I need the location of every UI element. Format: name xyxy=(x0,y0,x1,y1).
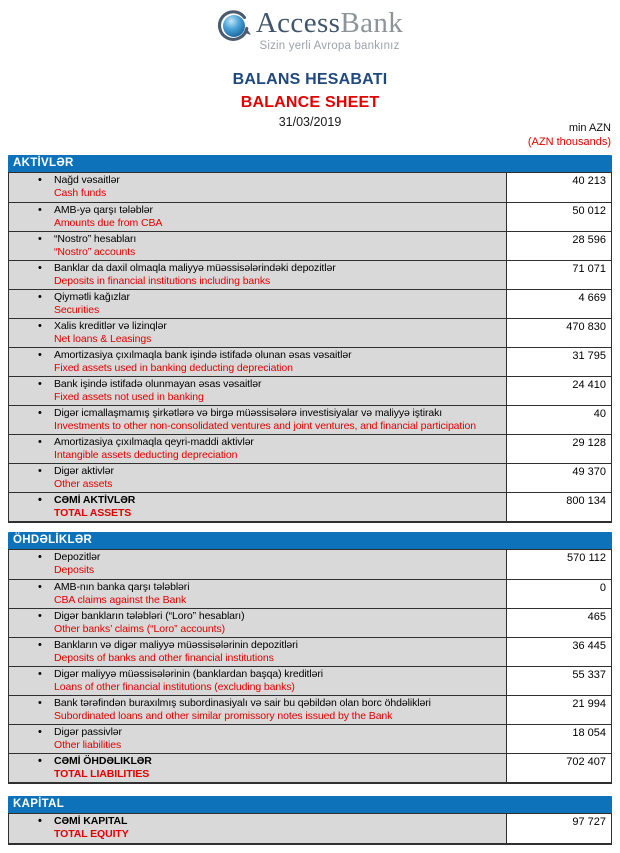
unit-label-en: (AZN thousands) xyxy=(527,136,611,148)
balance-row xyxy=(9,753,611,782)
bullet-icon: • xyxy=(38,610,42,622)
brand-block xyxy=(256,8,403,53)
item-label-az: Digər maliyyə müəssisələrinin (banklardan başqa) kreditləri xyxy=(54,668,323,680)
item-label-cell xyxy=(9,377,506,405)
item-label-az: Amortizasiya çıxılmaqla bank işində istifadə olunan əsas vəsaitlər xyxy=(54,349,352,361)
item-label-en: Deposits of banks and other financial institutions xyxy=(54,652,274,664)
globe-swirl-icon xyxy=(217,9,251,45)
item-label-en: Investments to other non-consolidated ventures and joint ventures, and financial participation xyxy=(54,420,476,432)
item-label-cell xyxy=(9,435,506,463)
section-title-equity: KAPİTAL xyxy=(8,796,612,813)
item-label-en: TOTAL LIABILITIES xyxy=(54,768,150,780)
bullet-icon: • xyxy=(38,349,42,361)
item-label-cell xyxy=(9,493,506,521)
item-label-az: CƏMİ AKTİVLƏR xyxy=(54,494,136,506)
item-label-cell xyxy=(9,232,506,260)
item-label-cell xyxy=(9,725,506,753)
item-value: 4 669 xyxy=(506,290,611,318)
item-label-az: Digər passivlər xyxy=(54,726,122,738)
item-label-cell xyxy=(9,261,506,289)
section-rows-equity xyxy=(8,813,612,845)
balance-row xyxy=(9,347,611,376)
item-label-en: CBA claims against the Bank xyxy=(54,594,187,606)
item-label-cell xyxy=(9,580,506,608)
bullet-icon: • xyxy=(38,291,42,303)
bullet-icon: • xyxy=(38,174,42,186)
item-label-cell xyxy=(9,814,506,843)
item-label-en: Intangible assets deducting depreciation xyxy=(54,449,238,461)
section-rows-liabilities xyxy=(8,549,612,784)
balance-row xyxy=(9,202,611,231)
units-block xyxy=(528,121,611,149)
item-value: 21 994 xyxy=(506,696,611,724)
bullet-icon: • xyxy=(38,320,42,332)
bullet-icon: • xyxy=(38,262,42,274)
item-label-en: Securities xyxy=(54,304,100,316)
item-label-az: Digər aktivlər xyxy=(54,465,114,477)
item-label-en: Other liabilities xyxy=(54,739,122,751)
item-value: 40 xyxy=(506,406,611,434)
unit-label-az: min AZN xyxy=(568,122,611,134)
item-label-az: Xalis kreditlər və lizinqlər xyxy=(54,320,167,332)
item-label-cell xyxy=(9,638,506,666)
balance-row xyxy=(9,173,611,202)
bullet-icon: • xyxy=(38,668,42,680)
sections xyxy=(8,155,612,845)
brand-name xyxy=(256,8,403,38)
item-label-en: TOTAL ASSETS xyxy=(54,507,132,519)
balance-row xyxy=(9,724,611,753)
item-label-cell xyxy=(9,319,506,347)
bullet-icon: • xyxy=(38,204,42,216)
item-value: 800 134 xyxy=(506,493,611,521)
balance-row xyxy=(9,637,611,666)
balance-row xyxy=(9,434,611,463)
item-value: 29 128 xyxy=(506,435,611,463)
item-label-en: Other assets xyxy=(54,478,113,490)
item-value: 40 213 xyxy=(506,173,611,202)
item-label-cell xyxy=(9,290,506,318)
section-rows-assets xyxy=(8,172,612,523)
bullet-icon: • xyxy=(38,378,42,390)
item-label-en: “Nostro” accounts xyxy=(54,246,136,258)
section-title-assets: AKTİVLƏR xyxy=(8,155,612,172)
report-date: 31/03/2019 xyxy=(278,115,342,129)
item-value: 97 727 xyxy=(506,814,611,843)
section-assets xyxy=(8,155,612,523)
balance-row xyxy=(9,492,611,521)
item-value: 24 410 xyxy=(506,377,611,405)
balance-row xyxy=(9,579,611,608)
balance-row xyxy=(9,405,611,434)
item-label-az: AMB-nın banka qarşı tələbləri xyxy=(54,581,190,593)
item-value: 0 xyxy=(506,580,611,608)
brand-name-bank: Bank xyxy=(340,7,404,39)
item-label-cell xyxy=(9,696,506,724)
accessbank-logo xyxy=(0,8,620,53)
item-label-az: Nağd vəsaitlər xyxy=(54,174,120,186)
item-label-az: CƏMİ ÖHDƏLIKLƏR xyxy=(54,755,152,767)
item-label-en: TOTAL EQUITY xyxy=(54,828,129,840)
item-label-az: Bank tərəfindən buraxılmış subordinasiyalı və sair bu qəbildən olan borc öhdəlikləri xyxy=(54,697,431,709)
item-label-az: Digər bankların tələbləri (“Loro” hesabları) xyxy=(54,610,245,622)
section-liabilities xyxy=(8,532,612,784)
report-title-az: BALANS HESABATI xyxy=(232,71,388,88)
item-value: 702 407 xyxy=(506,754,611,782)
report-title-en: BALANCE SHEET xyxy=(240,94,380,111)
item-value: 470 830 xyxy=(506,319,611,347)
item-label-en: Fixed assets not used in banking xyxy=(54,391,204,403)
item-value: 55 337 xyxy=(506,667,611,695)
item-value: 28 596 xyxy=(506,232,611,260)
bullet-icon: • xyxy=(38,465,42,477)
section-equity xyxy=(8,796,612,845)
item-value: 36 445 xyxy=(506,638,611,666)
item-value: 31 795 xyxy=(506,348,611,376)
item-label-cell xyxy=(9,667,506,695)
item-label-en: Fixed assets used in banking deducting depreciation xyxy=(54,362,293,374)
balance-row xyxy=(9,550,611,579)
balance-row xyxy=(9,608,611,637)
brand-tagline: Sizin yerli Avropa bankınız xyxy=(259,40,400,52)
item-value: 50 012 xyxy=(506,203,611,231)
brand-name-access: Access xyxy=(255,7,341,39)
item-label-en: Deposits in financial institutions including banks xyxy=(54,275,271,287)
bullet-icon: • xyxy=(38,407,42,419)
item-label-cell xyxy=(9,348,506,376)
item-label-cell xyxy=(9,550,506,579)
item-label-az: AMB-yə qarşı tələblər xyxy=(54,204,153,216)
balance-row xyxy=(9,666,611,695)
balance-row xyxy=(9,695,611,724)
item-label-az: Bankların və digər maliyyə müəssisələrinin depozitləri xyxy=(54,639,298,651)
item-label-en: Deposits xyxy=(54,564,95,576)
item-label-en: Cash funds xyxy=(54,187,107,199)
item-label-en: Other banks’ claims (“Loro” accounts) xyxy=(54,623,225,635)
bullet-icon: • xyxy=(38,815,42,827)
item-label-en: Amounts due from CBA xyxy=(54,217,163,229)
item-label-az: Depozitlər xyxy=(54,551,101,563)
bullet-icon: • xyxy=(38,551,42,563)
item-value: 570 112 xyxy=(506,550,611,579)
item-value: 465 xyxy=(506,609,611,637)
balance-row xyxy=(9,376,611,405)
item-label-en: Subordinated loans and other similar promissory notes issued by the Bank xyxy=(54,710,393,722)
item-label-az: Digər icmallaşmamış şirkətlərə və birgə müəssisələrə investisiyalar və maliyyə iştirakı xyxy=(54,407,443,419)
bullet-icon: • xyxy=(38,755,42,767)
balance-row xyxy=(9,231,611,260)
bullet-icon: • xyxy=(38,494,42,506)
bullet-icon: • xyxy=(38,436,42,448)
item-label-cell xyxy=(9,464,506,492)
item-label-az: Amortizasiya çıxılmaqla qeyri-maddi aktivlər xyxy=(54,436,254,448)
item-label-az: CƏMİ KAPITAL xyxy=(54,815,128,827)
balance-row xyxy=(9,814,611,843)
bullet-icon: • xyxy=(38,233,42,245)
balance-row xyxy=(9,318,611,347)
bullet-icon: • xyxy=(38,726,42,738)
item-label-az: Qiymətli kağızlar xyxy=(54,291,130,303)
item-label-cell xyxy=(9,173,506,202)
item-label-az: “Nostro” hesabları xyxy=(54,233,137,245)
item-label-cell xyxy=(9,406,506,434)
item-label-cell xyxy=(9,609,506,637)
balance-row xyxy=(9,289,611,318)
bullet-icon: • xyxy=(38,639,42,651)
item-label-cell xyxy=(9,203,506,231)
balance-row xyxy=(9,463,611,492)
balance-row xyxy=(9,260,611,289)
item-value: 71 071 xyxy=(506,261,611,289)
item-label-cell xyxy=(9,754,506,782)
section-title-liabilities: ÖHDƏLİKLƏR xyxy=(8,532,612,549)
item-label-en: Net loans & Leasings xyxy=(54,333,152,345)
item-label-az: Banklar da daxil olmaqla maliyyə müəssisələrindəki depozitlər xyxy=(54,262,336,274)
item-value: 49 370 xyxy=(506,464,611,492)
item-value: 18 054 xyxy=(506,725,611,753)
bullet-icon: • xyxy=(38,697,42,709)
bullet-icon: • xyxy=(38,581,42,593)
item-label-en: Loans of other financial institutions (excluding banks) xyxy=(54,681,295,693)
item-label-az: Bank işində istifadə olunmayan əsas vəsaitlər xyxy=(54,378,262,390)
